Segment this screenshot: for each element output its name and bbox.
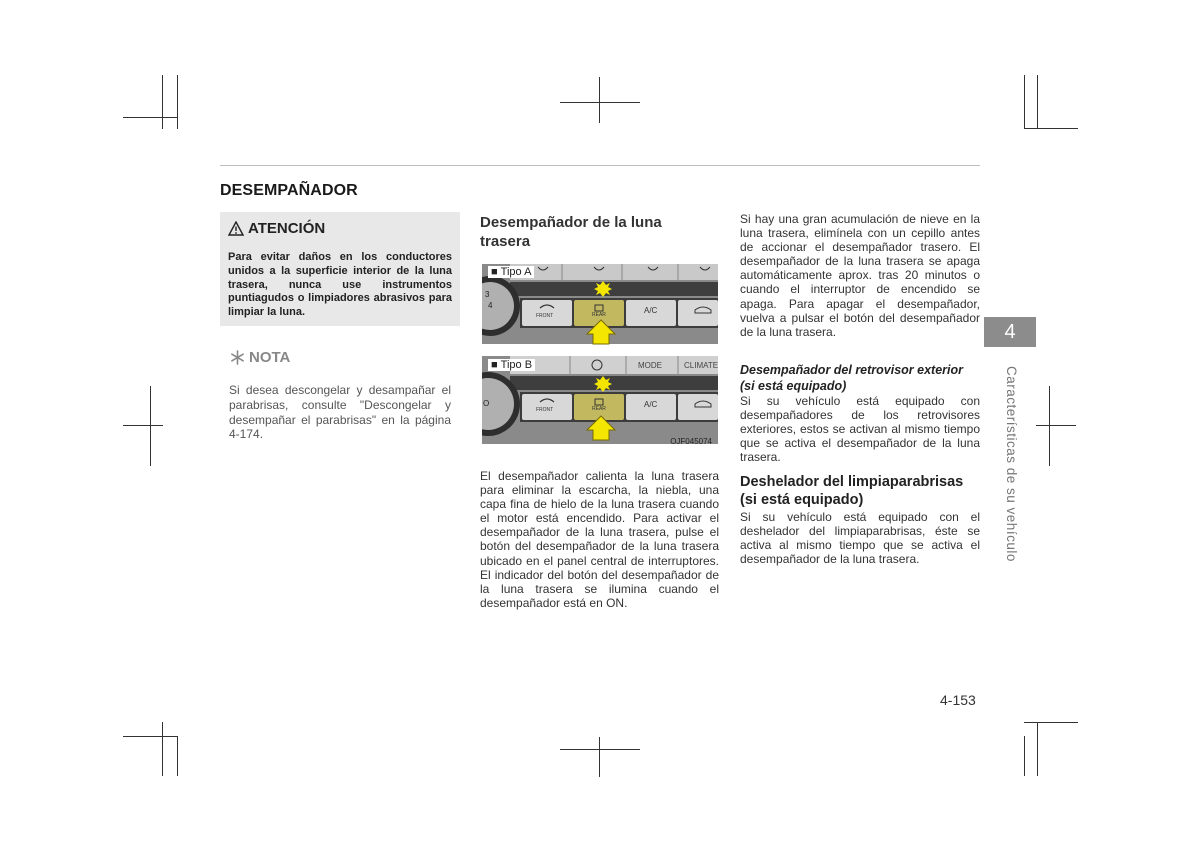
square-bullet-icon: ■ — [491, 359, 498, 371]
knob-a-mark-top: 3 — [485, 290, 490, 299]
rear-defroster-heading: Desempañador de la luna trasera — [480, 214, 662, 250]
crop-mark — [1049, 386, 1050, 466]
crop-mark — [123, 736, 177, 737]
wiper-deicer-text: Si su vehículo está equipado con el deshelador del limpiaparabrisas, éste se activa al mismo tiempo que se activa el desempañador de la luna trasera. — [740, 510, 980, 567]
figure-label-type-b: ■ Tipo B — [488, 359, 535, 371]
mirror-defroster-heading: Desempañador del retrovisor exterior (si está equipado) — [740, 363, 963, 393]
rear-defrost-button-label: REAR — [592, 406, 606, 412]
figure-code: OJF045074 — [670, 437, 712, 446]
crop-mark — [560, 749, 640, 750]
crop-mark — [1024, 75, 1025, 129]
chapter-side-label: Características de su vehículo — [1004, 366, 1019, 562]
mode-button-label: MODE — [638, 361, 662, 370]
crop-mark — [1024, 128, 1078, 129]
crop-mark — [1036, 425, 1076, 426]
crop-mark — [177, 75, 178, 129]
crop-mark — [123, 117, 177, 118]
crop-mark — [1024, 736, 1025, 776]
crop-mark — [123, 425, 163, 426]
snow-removal-text: Si hay una gran acumulación de nieve en la luna trasera, elimínela con un cepillo antes de accionar el desempañador trasero. El desempañador de la luna trasera se apaga automáticamente aprox. tras 20 minutos o cuando el interruptor de encendido se apaga. Para apagar el desempañador, vuelva a pulsar el botón del desempañador de la luna trasera. — [740, 212, 980, 339]
header-rule — [220, 165, 980, 166]
defroster-figure — [482, 264, 718, 452]
crop-mark — [599, 737, 600, 777]
crop-mark — [1037, 75, 1038, 129]
figure-label-type-a: ■ Tipo A — [488, 266, 534, 278]
rear-defroster-text: El desempañador calienta la luna trasera para eliminar la escarcha, la niebla, una capa fina de hielo de la luna trasera cuando el motor está encendido. Para activar el desempañador de la luna trasera, pulse el botón del desempañador de la luna trasera ubicado en el panel central de interruptores. El indicador del botón del desempañador de la luna trasera se ilumina cuando el desempañador está en ON. — [480, 469, 719, 610]
page-number: 4-153 — [940, 692, 976, 708]
note-text: Si desea descongelar y desampañar el parabrisas, consulte "Descongelar y desempañar el parabrisas" en la página 4-174. — [229, 383, 451, 442]
rear-defrost-button-label: REAR — [592, 312, 606, 318]
crop-mark — [162, 75, 163, 129]
ac-button-label: A/C — [644, 400, 658, 409]
chapter-tab: 4 — [984, 317, 1036, 347]
crop-mark — [1037, 722, 1038, 776]
crop-mark — [560, 102, 640, 103]
climate-button-label: CLIMATE — [684, 361, 719, 370]
section-title: DESEMPAÑADOR — [220, 182, 358, 199]
crop-mark — [599, 77, 600, 123]
ac-button-label: A/C — [644, 306, 658, 315]
crop-mark — [1024, 722, 1078, 723]
warning-heading — [228, 220, 325, 237]
warning-triangle-icon — [228, 221, 244, 236]
knob-b-mark: O — [483, 399, 490, 408]
front-defrost-button-label: FRONT — [536, 407, 554, 413]
warning-title: ATENCIÓN — [248, 220, 326, 237]
note-heading — [230, 349, 290, 366]
warning-text: Para evitar daños en los conductores unidos a la superficie interior de la luna trasera, nunca use instrumentos puntiagudos o limpiadores abrasivos para limpiar la luna. — [228, 251, 452, 319]
warning-box — [220, 212, 460, 326]
note-title: NOTA — [249, 349, 291, 366]
knob-a-mark-bottom: 4 — [488, 301, 493, 310]
front-defrost-button-label: FRONT — [536, 313, 554, 319]
note-star-icon — [230, 350, 245, 365]
crop-mark — [150, 386, 151, 466]
crop-mark — [162, 722, 163, 776]
climate-panel-illustration — [482, 264, 718, 452]
mirror-defroster-text: Si su vehículo está equipado con desempañadores de los retrovisores exteriores, estos se activan al mismo tiempo que se activa el desempañador de la luna trasera. — [740, 394, 980, 465]
square-bullet-icon: ■ — [491, 266, 498, 278]
crop-mark — [177, 736, 178, 776]
wiper-deicer-heading: Deshelador del limpiaparabrisas (si está equipado) — [740, 474, 964, 508]
